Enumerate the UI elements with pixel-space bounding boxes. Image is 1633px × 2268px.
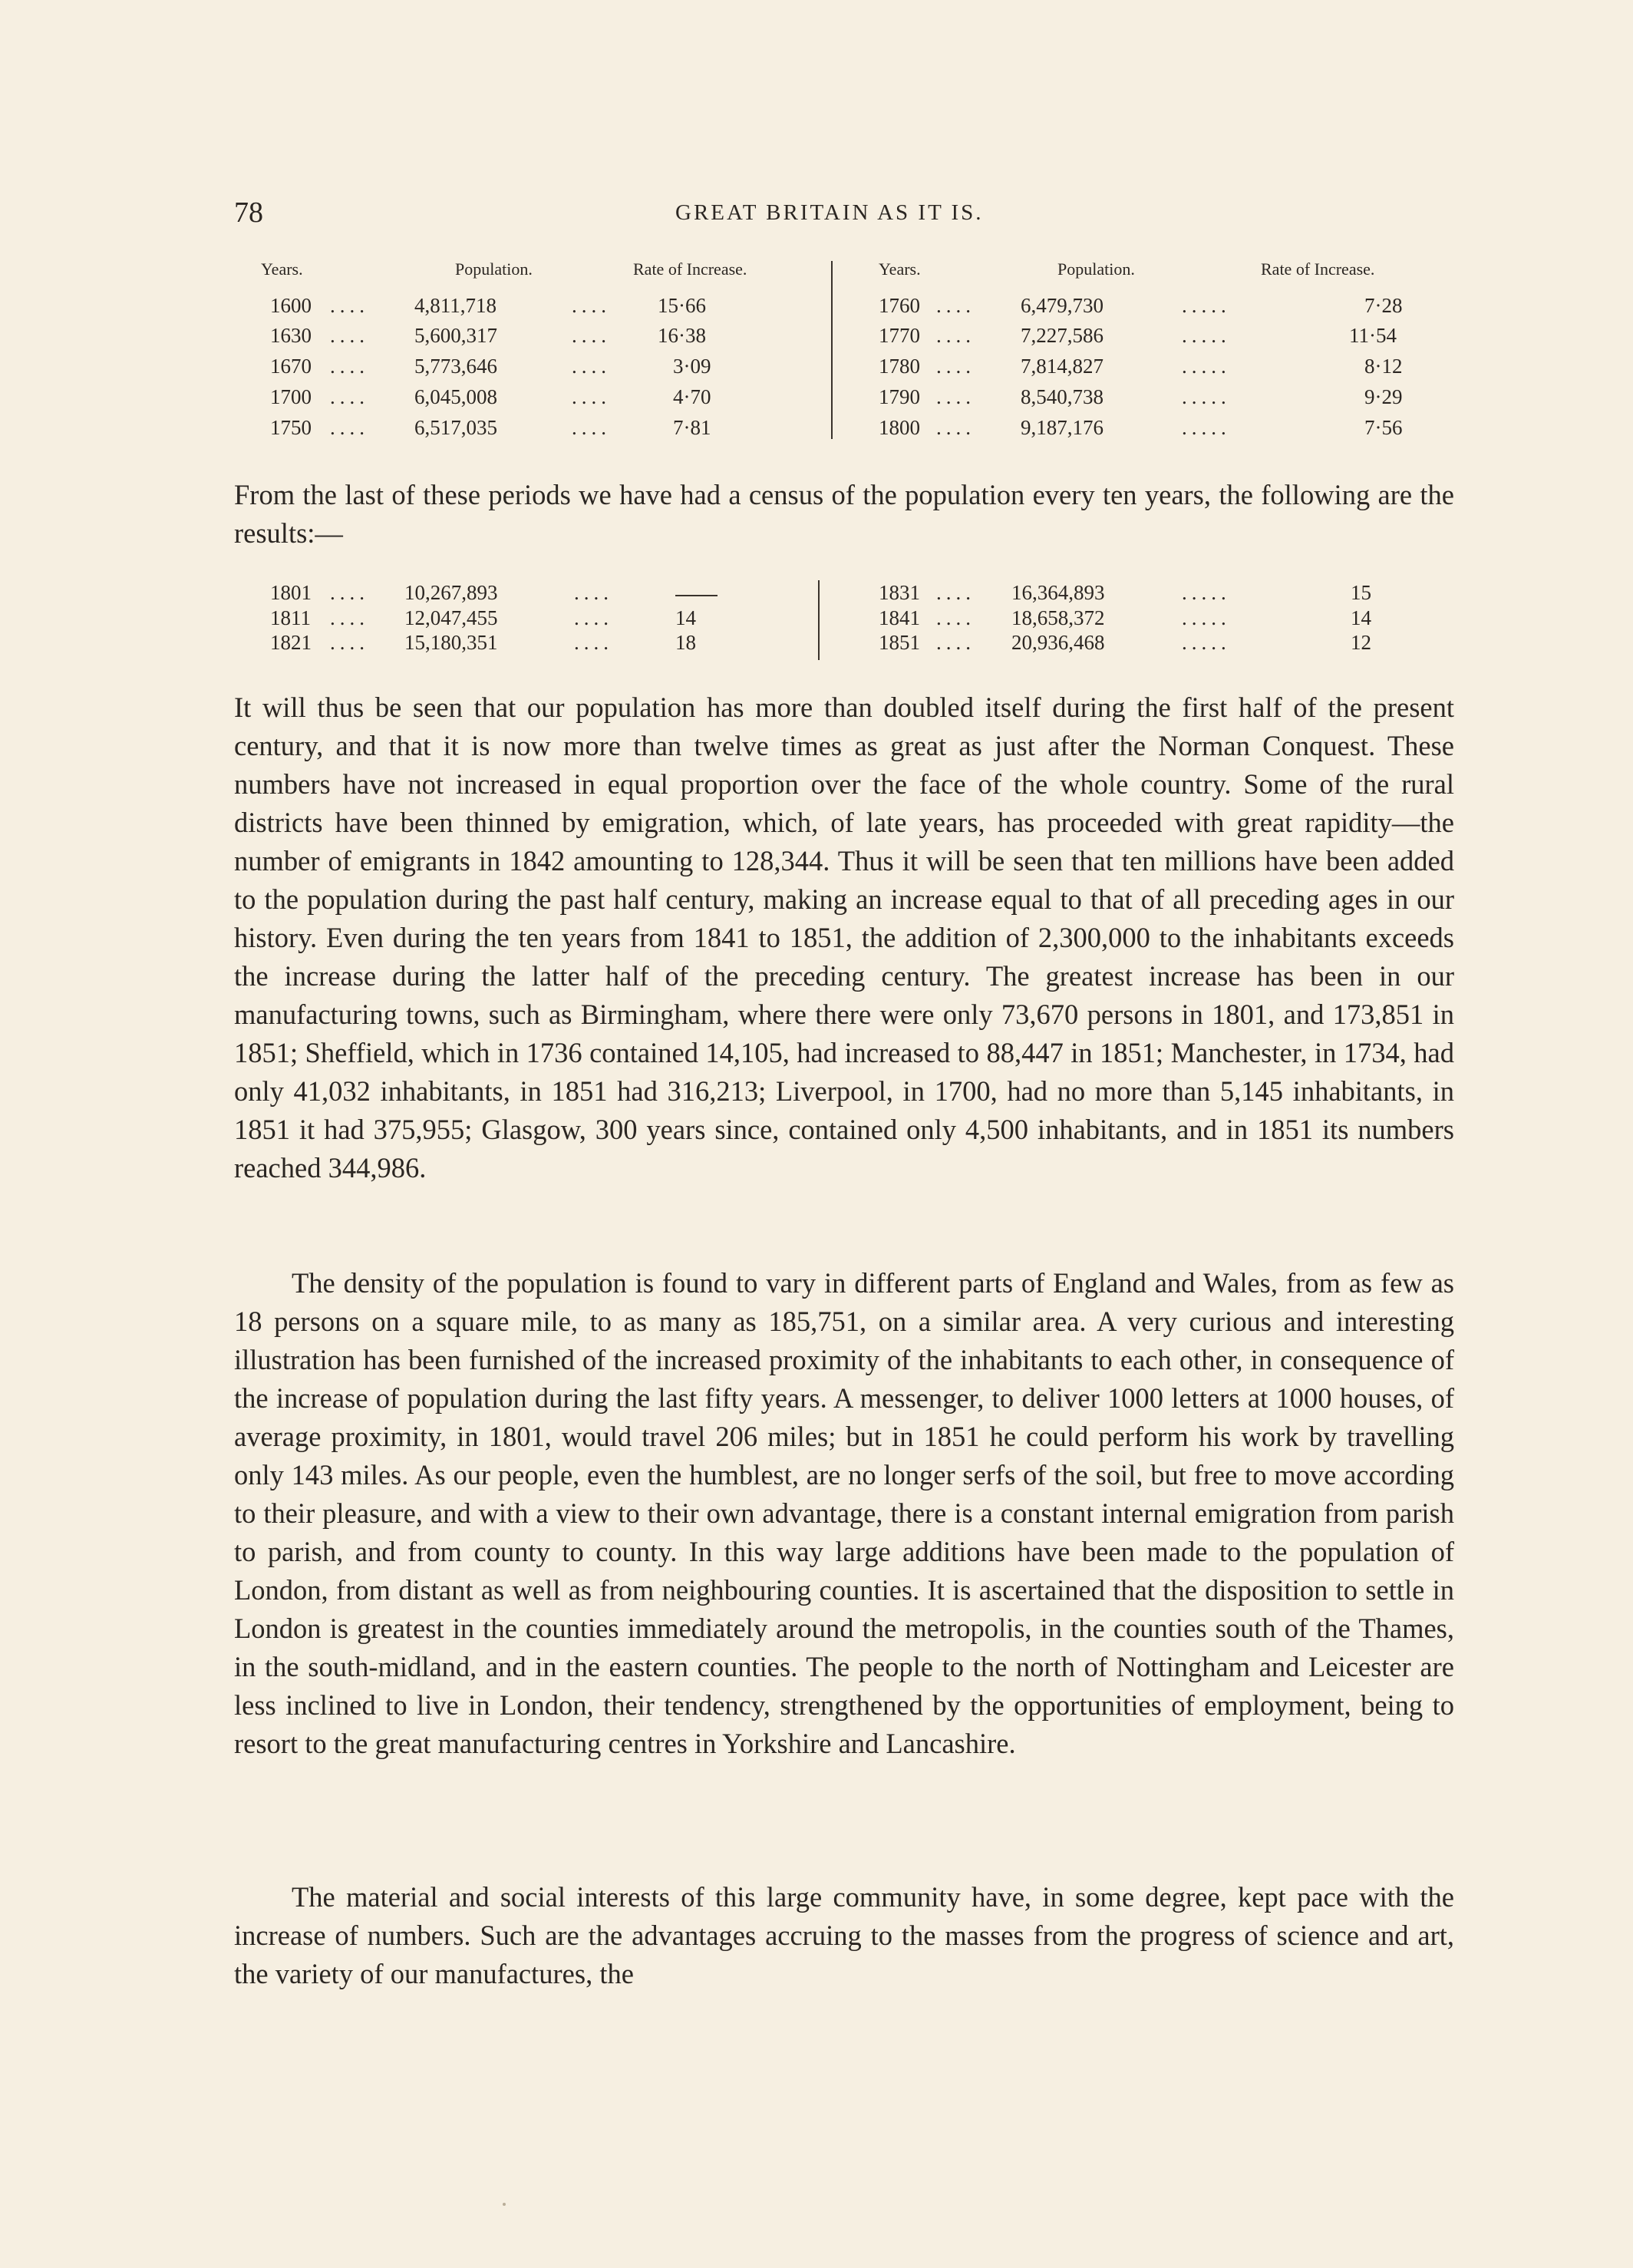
header-years: Years.: [879, 259, 921, 279]
year-cell: 1770: [879, 324, 920, 347]
leader-dots: ....: [572, 324, 611, 347]
population-cell: 18,658,372: [1011, 606, 1105, 629]
rate-cell: 15·66: [658, 294, 706, 317]
leader-dots: ....: [330, 606, 369, 629]
population-cell: 12,047,455: [404, 606, 498, 629]
population-cell: 8,540,738: [1021, 385, 1104, 408]
leader-dots: ....: [936, 581, 975, 604]
rate-cell: 11·54: [1349, 324, 1397, 347]
leader-dots: ....: [936, 324, 975, 347]
leader-dots: ....: [574, 581, 613, 604]
running-title: GREAT BRITAIN AS IT IS.: [675, 200, 984, 225]
column-divider: [831, 261, 833, 439]
year-cell: 1851: [879, 631, 920, 654]
leader-dots: ....: [936, 606, 975, 629]
year-cell: 1750: [270, 416, 312, 439]
leader-dots: .....: [1182, 355, 1231, 378]
leader-dots: ....: [572, 385, 611, 408]
leader-dots: ....: [936, 294, 975, 317]
population-cell: 6,479,730: [1021, 294, 1104, 317]
rate-cell: 7·56: [1364, 416, 1403, 439]
leader-dots: ....: [330, 294, 369, 317]
page-number: 78: [234, 196, 263, 229]
header-population: Population.: [455, 259, 533, 279]
rate-cell: 8·12: [1364, 355, 1403, 378]
header-rate: Rate of Increase.: [1261, 259, 1375, 279]
rate-cell: 15: [1351, 581, 1371, 604]
year-cell: 1800: [879, 416, 920, 439]
rate-cell: 4·70: [673, 385, 711, 408]
population-cell: 10,267,893: [404, 581, 498, 604]
year-cell: 1630: [270, 324, 312, 347]
population-cell: 7,814,827: [1021, 355, 1104, 378]
header-rate: Rate of Increase.: [633, 259, 747, 279]
year-cell: 1831: [879, 581, 920, 604]
leader-dots: ....: [330, 355, 369, 378]
population-cell: 5,600,317: [414, 324, 497, 347]
page-header: [234, 196, 1454, 234]
year-cell: 1600: [270, 294, 312, 317]
header-years: Years.: [261, 259, 303, 279]
leader-dots: ....: [936, 385, 975, 408]
rate-cell: 18: [675, 631, 696, 654]
leader-dots: .....: [1182, 581, 1231, 604]
population-cell: 5,773,646: [414, 355, 497, 378]
paragraph-population-density: The density of the population is found to vary in different parts of England and Wales, from as few as 18 persons on a square mile, to as many as 185,751, on a similar area. A very curious and interesting illustration has been furnished of the increased proximity of the inhabitants to each other, in consequence of the increase of population during the last fifty years. A messenger, to deliver 1000 letters at 1000 houses, of average proximity, in 1801, would travel 206 miles; but in 1851 he could perform his work by travelling only 143 miles. As our people, even the humblest, are no longer serfs of the soil, but free to move according to their pleasure, and with a view to their own advantage, there is a constant internal emigration from parish to parish, and from county to county. In this way large additions have been made to the population of London, from distant as well as from neighbouring counties. It is ascertained that the disposition to settle in London is greatest in the counties immediately around the metropolis, in the counties south of the Thames, in the south-midland, and in the eastern counties. The people to the north of Nottingham and Leicester are less inclined to live in London, their tendency, strengthened by the opportunities of employment, being to resort to the great manufacturing centres in Yorkshire and Lancashire.: [234, 1267, 1454, 1759]
population-cell: 20,936,468: [1011, 631, 1105, 654]
leader-dots: .....: [1182, 294, 1231, 317]
leader-dots: ....: [330, 324, 369, 347]
year-cell: 1700: [270, 385, 312, 408]
rate-cell: 14: [1351, 606, 1371, 629]
population-cell: 6,045,008: [414, 385, 497, 408]
leader-dots: .....: [1182, 416, 1231, 439]
paragraph-census-intro: From the last of these periods we have had a census of the population every ten years, the following are the results:—: [234, 479, 1454, 549]
year-cell: 1821: [270, 631, 312, 654]
header-population: Population.: [1057, 259, 1135, 279]
population-cell: 6,517,035: [414, 416, 497, 439]
rate-dash: [675, 595, 718, 596]
rate-cell: 16·38: [658, 324, 706, 347]
year-cell: 1670: [270, 355, 312, 378]
rate-cell: 9·29: [1364, 385, 1403, 408]
population-cell: 15,180,351: [404, 631, 498, 654]
population-cell: 9,187,176: [1021, 416, 1104, 439]
year-cell: 1811: [270, 606, 311, 629]
column-divider: [818, 580, 820, 660]
leader-dots: ....: [574, 606, 613, 629]
paragraph-material-interests: The material and social interests of this large community have, in some degree, kept pace with the increase of numbers. Such are the advantages accruing to the masses from the progress of science and art, the variety of our manufactures, the: [234, 1881, 1454, 1989]
rate-cell: 14: [675, 606, 696, 629]
leader-dots: ....: [936, 631, 975, 654]
leader-dots: .....: [1182, 324, 1231, 347]
leader-dots: .....: [1182, 631, 1231, 654]
leader-dots: ....: [574, 631, 613, 654]
rate-cell: 7·28: [1364, 294, 1403, 317]
paragraph-population-growth: It will thus be seen that our population has more than doubled itself during the first half of the present century, and that it is now more than twelve times as great as just after the Norman Conquest. These numbers have not increased in equal proportion over the face of the whole country. Some of the rural districts have been thinned by emigration, which, of late years, has proceeded with great rapidity—the number of emigrants in 1842 amounting to 128,344. Thus it will be seen that ten millions have been added to the population during the past half century, making an increase equal to that of all preceding ages in our history. Even during the ten years from 1841 to 1851, the addition of 2,300,000 to the inhabitants exceeds the increase during the latter half of the preceding century. The greatest increase has been in our manufacturing towns, such as Birmingham, where there were only 73,670 persons in 1801, and 173,851 in 1851; Sheffield, which in 1736 contained 14,105, had increased to 88,447 in 1851; Manchester, in 1734, had only 41,032 inhabitants, in 1851 had 316,213; Liverpool, in 1700, had no more than 5,145 inhabitants, in 1851 it had 375,955; Glasgow, 300 years since, contained only 4,500 inhabitants, and in 1851 its numbers reached 344,986.: [234, 692, 1454, 1184]
leader-dots: ....: [572, 416, 611, 439]
population-cell: 4,811,718: [414, 294, 496, 317]
year-cell: 1801: [270, 581, 312, 604]
leader-dots: ....: [330, 631, 369, 654]
rate-cell: 3·09: [673, 355, 711, 378]
rate-cell: 7·81: [673, 416, 711, 439]
leader-dots: ....: [572, 355, 611, 378]
leader-dots: ....: [936, 416, 975, 439]
leader-dots: .....: [1182, 606, 1231, 629]
year-cell: 1841: [879, 606, 920, 629]
leader-dots: ....: [936, 355, 975, 378]
leader-dots: .....: [1182, 385, 1231, 408]
year-cell: 1780: [879, 355, 920, 378]
population-cell: 16,364,893: [1011, 581, 1105, 604]
rate-cell: 12: [1351, 631, 1371, 654]
paper-speck: [503, 2203, 506, 2206]
population-cell: 7,227,586: [1021, 324, 1104, 347]
leader-dots: ....: [330, 416, 369, 439]
leader-dots: ....: [572, 294, 611, 317]
year-cell: 1760: [879, 294, 920, 317]
leader-dots: ....: [330, 385, 369, 408]
leader-dots: ....: [330, 581, 369, 604]
year-cell: 1790: [879, 385, 920, 408]
